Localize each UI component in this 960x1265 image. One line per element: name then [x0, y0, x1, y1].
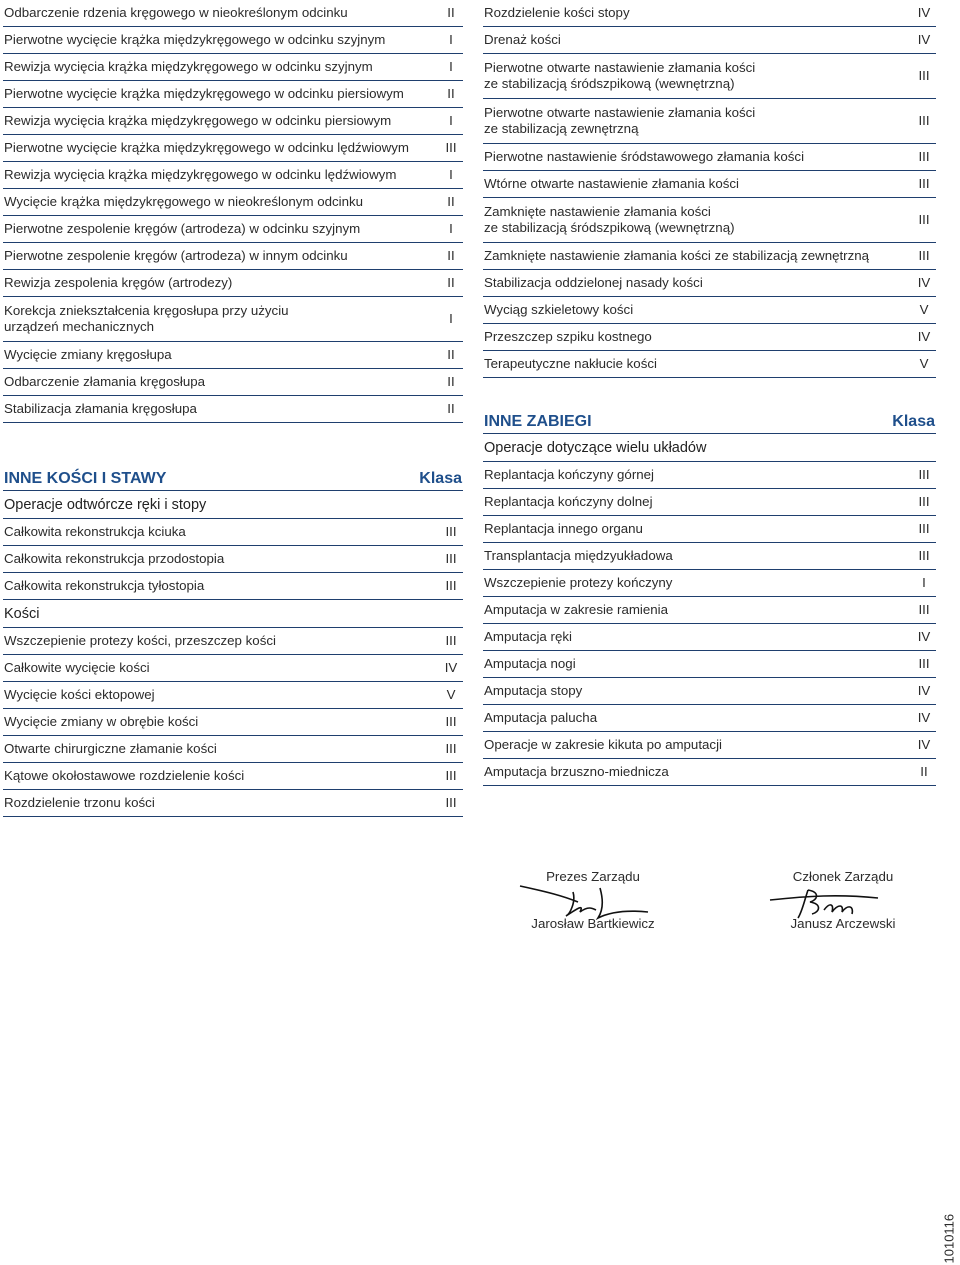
procedure-class: II — [447, 86, 455, 101]
procedure-name: Wszczepienie protezy kończyny — [484, 575, 673, 590]
table-row — [3, 655, 463, 682]
section-title: INNE ZABIEGI — [484, 413, 592, 430]
procedure-class: I — [922, 575, 926, 590]
table-row — [483, 597, 936, 624]
table-row — [483, 144, 936, 171]
table-row — [483, 624, 936, 651]
bone-procedures-list — [3, 628, 463, 817]
procedure-class: III — [445, 741, 457, 756]
procedure-name: Wszczepienie protezy kości, przeszczep kości — [4, 633, 276, 648]
procedure-name: Drenaż kości — [484, 32, 561, 47]
procedure-name: Pierwotne otwarte nastawienie złamania kości ze stabilizacją śródszpikową (wewnętrzną) — [484, 60, 756, 91]
procedure-class: II — [920, 764, 928, 779]
procedure-name: Zamknięte nastawienie złamania kości ze stabilizacją śródszpikową (wewnętrzną) — [484, 204, 735, 235]
procedure-class: III — [445, 578, 457, 593]
signature-name: Janusz Arczewski — [790, 916, 896, 931]
class-column-header: Klasa — [892, 413, 935, 430]
procedure-class: III — [918, 656, 930, 671]
procedure-name: Całkowita rekonstrukcja tyłostopia — [4, 578, 205, 593]
procedure-class: III — [445, 633, 457, 648]
section-header-other-procedures — [483, 406, 936, 434]
multi-system-procedures-list — [483, 462, 936, 786]
handwritten-signature-icon — [518, 882, 668, 922]
table-row — [3, 27, 463, 54]
procedure-name: Odbarczenie rdzenia kręgowego w nieokreślonym odcinku — [4, 5, 348, 20]
table-row — [483, 651, 936, 678]
procedure-name: Kątowe okołostawowe rozdzielenie kości — [4, 768, 245, 783]
procedure-class: III — [918, 494, 930, 509]
table-row — [483, 678, 936, 705]
procedure-class: I — [449, 113, 453, 128]
procedure-class: III — [918, 149, 930, 164]
table-row — [3, 369, 463, 396]
procedure-name: Odbarczenie złamania kręgosłupa — [4, 374, 206, 389]
procedure-class: IV — [917, 629, 931, 644]
procedure-class: III — [918, 602, 930, 617]
procedure-name: Amputacja ręki — [484, 629, 572, 644]
procedure-name: Całkowita rekonstrukcja przodostopia — [4, 551, 225, 566]
table-row — [483, 297, 936, 324]
procedure-name: Terapeutyczne nakłucie kości — [484, 356, 657, 371]
table-row — [3, 628, 463, 655]
procedure-name: Rewizja wycięcia krążka międzykręgowego w odcinku szyjnym — [4, 59, 373, 74]
table-row — [3, 243, 463, 270]
subheading-multi-system: Operacje dotyczące wielu układów — [483, 434, 936, 462]
procedure-class: III — [918, 68, 930, 83]
procedure-class: IV — [917, 5, 931, 20]
procedure-class: IV — [917, 32, 931, 47]
procedure-name: Stabilizacja złamania kręgosłupa — [4, 401, 197, 416]
procedure-name: Przeszczep szpiku kostnego — [484, 329, 652, 344]
class-column-header: Klasa — [419, 470, 462, 487]
table-row — [3, 342, 463, 369]
procedure-name: Rewizja wycięcia krążka międzykręgowego w odcinku lędźwiowym — [4, 167, 397, 182]
procedure-name: Całkowite wycięcie kości — [4, 660, 150, 675]
procedure-class: III — [445, 524, 457, 539]
procedure-name: Amputacja stopy — [484, 683, 583, 698]
table-row — [483, 27, 936, 54]
procedure-class: II — [447, 374, 455, 389]
procedure-name: Wycięcie zmiany w obrębie kości — [4, 714, 199, 729]
procedure-class: I — [449, 59, 453, 74]
procedure-class: I — [449, 167, 453, 182]
table-row — [3, 162, 463, 189]
table-row — [3, 573, 463, 600]
bone-fracture-procedures-list — [483, 0, 936, 378]
subheading-hand-foot: Operacje odtwórcze ręki i stopy — [3, 491, 463, 519]
procedure-class: III — [918, 548, 930, 563]
table-row — [3, 81, 463, 108]
procedure-class: II — [447, 248, 455, 263]
procedure-name: Amputacja brzuszno-miednicza — [484, 764, 669, 779]
procedure-name: Transplantacja międzyukładowa — [484, 548, 673, 563]
table-row — [3, 54, 463, 81]
signature-role: Członek Zarządu — [792, 869, 894, 884]
table-row — [483, 732, 936, 759]
procedure-name: Operacje w zakresie kikuta po amputacji — [484, 737, 722, 752]
table-row — [3, 546, 463, 573]
procedure-class: III — [918, 212, 930, 227]
procedure-name: Wycięcie kości ektopowej — [4, 687, 155, 702]
table-row — [3, 709, 463, 736]
procedure-class: IV — [917, 683, 931, 698]
procedure-class: IV — [917, 710, 931, 725]
procedure-name: Całkowita rekonstrukcja kciuka — [4, 524, 186, 539]
procedure-name: Replantacja kończyny dolnej — [484, 494, 653, 509]
procedure-name: Rozdzielenie trzonu kości — [4, 795, 155, 810]
procedure-class: II — [447, 194, 455, 209]
procedure-class: IV — [917, 737, 931, 752]
procedure-class: V — [919, 356, 929, 371]
procedure-name: Pierwotne nastawienie śródstawowego złamania kości — [484, 149, 805, 164]
section-title: INNE KOŚCI I STAWY — [4, 470, 167, 487]
table-row — [3, 736, 463, 763]
procedure-name: Wycięcie krążka międzykręgowego w nieokreślonym odcinku — [4, 194, 364, 209]
procedure-class: III — [445, 551, 457, 566]
procedure-class: IV — [917, 329, 931, 344]
table-row — [483, 54, 936, 99]
procedure-class: III — [445, 714, 457, 729]
procedure-name: Otwarte chirurgiczne złamanie kości — [4, 741, 217, 756]
procedure-name: Pierwotne otwarte nastawienie złamania kości ze stabilizacją zewnętrzną — [484, 105, 756, 136]
procedure-class: II — [447, 275, 455, 290]
procedure-name: Rozdzielenie kości stopy — [484, 5, 630, 20]
procedure-class: IV — [444, 660, 458, 675]
signature-president — [513, 868, 673, 933]
table-row — [3, 135, 463, 162]
table-row — [3, 790, 463, 817]
procedure-name: Wyciąg szkieletowy kości — [484, 302, 634, 317]
table-row — [483, 462, 936, 489]
procedure-class: IV — [917, 275, 931, 290]
table-row — [483, 351, 936, 378]
procedure-name: Replantacja innego organu — [484, 521, 643, 536]
procedure-class: I — [449, 221, 453, 236]
table-row — [3, 682, 463, 709]
procedure-name: Stabilizacja oddzielonej nasady kości — [484, 275, 703, 290]
procedure-class: III — [918, 176, 930, 191]
procedure-class: II — [447, 401, 455, 416]
procedure-name: Korekcja zniekształcenia kręgosłupa przy użyciu urządzeń mechanicznych — [4, 303, 289, 334]
table-row — [483, 759, 936, 786]
table-row — [483, 99, 936, 144]
signature-role: Prezes Zarządu — [546, 869, 640, 884]
table-row — [3, 270, 463, 297]
table-row — [483, 324, 936, 351]
table-row — [3, 396, 463, 423]
procedure-class: I — [449, 311, 453, 326]
procedure-class: II — [447, 347, 455, 362]
table-row — [483, 543, 936, 570]
table-row — [483, 489, 936, 516]
procedure-class: III — [445, 768, 457, 783]
procedure-name: Pierwotne wycięcie krążka międzykręgowego w odcinku lędźwiowym — [4, 140, 409, 155]
table-row — [3, 763, 463, 790]
handwritten-signature-icon — [768, 882, 918, 922]
procedure-name: Pierwotne zespolenie kręgów (artrodeza) w odcinku szyjnym — [4, 221, 361, 236]
procedure-name: Replantacja kończyny górnej — [484, 467, 655, 482]
table-row — [483, 516, 936, 543]
table-row — [3, 0, 463, 27]
signature-board-member — [763, 868, 923, 933]
left-column — [3, 0, 463, 817]
procedure-name: Pierwotne zespolenie kręgów (artrodeza) w innym odcinku — [4, 248, 348, 263]
table-row — [3, 108, 463, 135]
hand-foot-procedures-list — [3, 519, 463, 600]
signature-name: Jarosław Bartkiewicz — [531, 916, 655, 931]
procedure-class: III — [445, 140, 457, 155]
right-column — [483, 0, 936, 786]
table-row — [3, 216, 463, 243]
document-number-text: 1010116 — [941, 1213, 957, 1264]
procedure-name: Amputacja w zakresie ramienia — [484, 602, 669, 617]
document-number — [940, 1203, 958, 1265]
table-row — [483, 270, 936, 297]
procedure-class: III — [918, 248, 930, 263]
table-row — [3, 189, 463, 216]
subheading-bones: Kości — [3, 600, 463, 628]
procedure-class: II — [447, 5, 455, 20]
procedure-class: III — [918, 113, 930, 128]
procedure-name: Wycięcie zmiany kręgosłupa — [4, 347, 172, 362]
procedure-class: III — [918, 521, 930, 536]
spine-procedures-list — [3, 0, 463, 423]
procedure-class: III — [445, 795, 457, 810]
procedure-class: I — [449, 32, 453, 47]
table-row — [3, 297, 463, 342]
procedure-class: V — [919, 302, 929, 317]
section-header-other-bones — [3, 463, 463, 491]
procedure-name: Amputacja nogi — [484, 656, 576, 671]
table-row — [3, 519, 463, 546]
procedure-name: Rewizja zespolenia kręgów (artrodezy) — [4, 275, 233, 290]
table-row — [483, 198, 936, 243]
procedure-name: Pierwotne wycięcie krążka międzykręgowego w odcinku piersiowym — [4, 86, 404, 101]
procedure-name: Wtórne otwarte nastawienie złamania kości — [484, 176, 739, 191]
procedure-class: III — [918, 467, 930, 482]
procedure-class: V — [446, 687, 456, 702]
table-row — [483, 570, 936, 597]
procedure-name: Amputacja palucha — [484, 710, 598, 725]
table-row — [483, 0, 936, 27]
table-row — [483, 171, 936, 198]
procedure-name: Zamknięte nastawienie złamania kości ze stabilizacją zewnętrzną — [484, 248, 870, 263]
procedure-name: Rewizja wycięcia krążka międzykręgowego w odcinku piersiowym — [4, 113, 392, 128]
table-row — [483, 705, 936, 732]
procedure-name: Pierwotne wycięcie krążka międzykręgowego w odcinku szyjnym — [4, 32, 386, 47]
table-row — [483, 243, 936, 270]
